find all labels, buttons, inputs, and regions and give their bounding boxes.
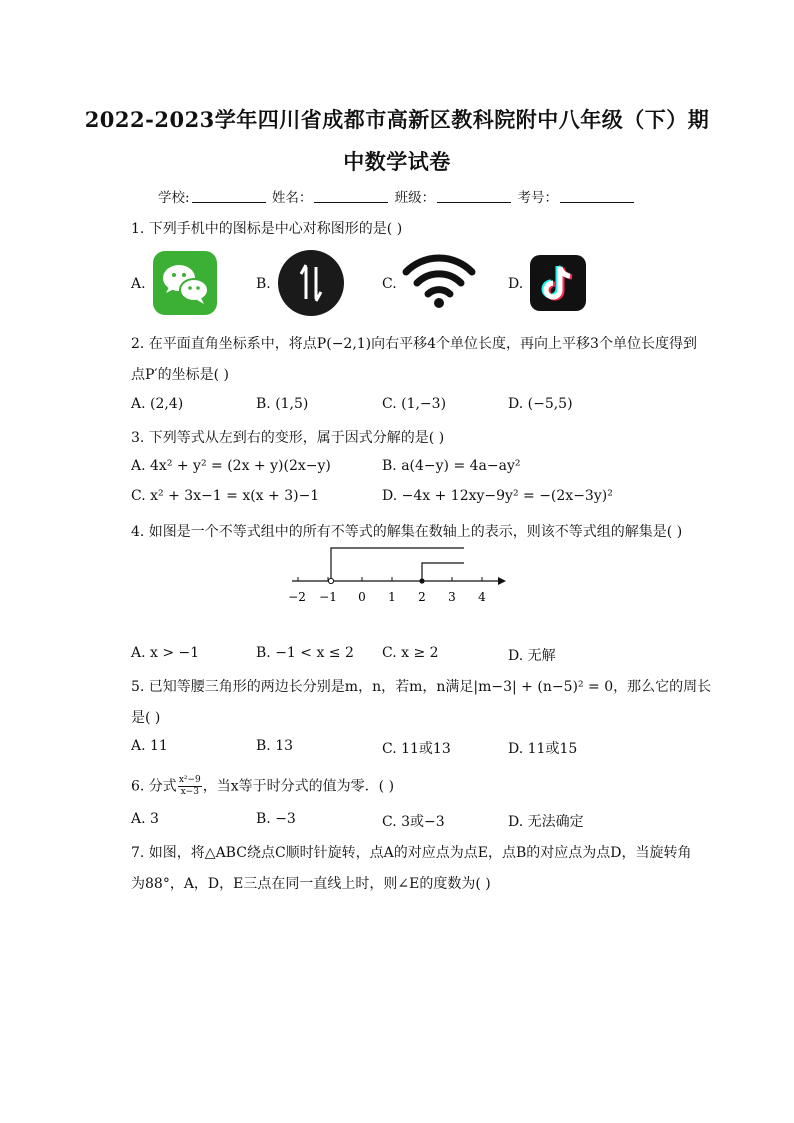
q6-fraction-numerator: x²−9: [178, 775, 201, 785]
q5-option-a[interactable]: A. 11: [131, 738, 168, 754]
wifi-icon: [402, 252, 476, 314]
question-6-stem: [131, 775, 394, 798]
tick-label-4: 4: [478, 590, 486, 604]
q6-fraction-denominator: x−3: [180, 787, 199, 797]
q6-fraction: [178, 775, 202, 798]
number-line-figure: [286, 540, 516, 614]
school-label: 学校:: [158, 190, 190, 206]
number-blank[interactable]: [560, 190, 634, 203]
school-blank[interactable]: [192, 190, 266, 203]
tick-label-neg1: −1: [319, 590, 337, 604]
question-5-stem-line2: 是( ): [131, 710, 161, 726]
q3-option-c[interactable]: C. x² + 3x−1 = x(x + 3)−1: [131, 488, 320, 504]
q1-option-c-label[interactable]: C.: [382, 276, 397, 292]
q6-option-a[interactable]: A. 3: [131, 811, 159, 827]
question-3-stem: 3. 下列等式从左到右的变形，属于因式分解的是( ): [131, 430, 445, 446]
q6-option-c[interactable]: C. 3或−3: [382, 814, 445, 830]
question-7-stem-line1: 7. 如图，将△ABC绕点C顺时针旋转，点A的对应点为点E，点B的对应点为点D，当旋转角: [131, 845, 692, 861]
exam-title-line1: 2022-2023学年四川省成都市高新区教科院附中八年级（下）期: [84, 107, 710, 132]
q3-option-b[interactable]: B. a(4−y) = 4a−ay²: [382, 458, 521, 474]
name-label: 姓名：: [271, 190, 313, 206]
q3-option-a[interactable]: A. 4x² + y² = (2x + y)(2x−y): [131, 458, 331, 474]
tick-label-0: 0: [358, 590, 366, 604]
class-label: 班级：: [394, 190, 436, 206]
question-2-stem-line2: 点P′的坐标是( ): [131, 367, 229, 383]
name-blank[interactable]: [314, 190, 388, 203]
number-label: 考号：: [517, 190, 558, 206]
q1-option-a-label[interactable]: A.: [131, 276, 146, 292]
q2-option-d[interactable]: D. (−5,5): [508, 396, 573, 412]
tick-label-2: 2: [418, 590, 426, 604]
tick-label-1: 1: [388, 590, 396, 604]
q2-option-c[interactable]: C. (1,−3): [382, 396, 447, 412]
question-4-stem: 4. 如图是一个不等式组中的所有不等式的解集在数轴上的表示，则该不等式组的解集是( ): [131, 524, 683, 540]
q6-stem-pre: 6. 分式: [131, 778, 177, 795]
q1-option-d-label[interactable]: D.: [508, 276, 524, 292]
q3-option-d[interactable]: D. −4x + 12xy−9y² = −(2x−3y)²: [382, 488, 613, 504]
q5-option-b[interactable]: B. 13: [256, 738, 294, 754]
updown-arrows-icon: [277, 249, 345, 321]
q4-option-c[interactable]: C. x ≥ 2: [382, 645, 439, 661]
q2-option-a[interactable]: A. (2,4): [131, 396, 184, 412]
tick-label-neg2: −2: [288, 590, 306, 604]
question-5-stem-line1: 5. 已知等腰三角形的两边长分别是m，n，若m，n满足|m−3| + (n−5)² = 0，那么它的周长: [131, 679, 712, 695]
q1-option-b-label[interactable]: B.: [256, 276, 271, 292]
question-7-stem-line2: 为88°，A，D，E三点在同一直线上时，则∠E的度数为( ): [131, 876, 491, 892]
q6-option-d[interactable]: D. 无法确定: [508, 814, 584, 830]
q6-stem-post: ，当x等于时分式的值为零．( ): [202, 778, 395, 795]
q4-option-a[interactable]: A. x > −1: [131, 645, 200, 661]
student-info-row: [0, 186, 794, 206]
tiktok-icon: [530, 255, 586, 315]
q5-option-d[interactable]: D. 11或15: [508, 741, 578, 757]
q4-option-b[interactable]: B. −1 < x ≤ 2: [256, 645, 354, 661]
question-2-stem-line1: 2. 在平面直角坐标系中，将点P(−2,1)向右平移4个单位长度，再向上平移3个单位长度得到: [131, 336, 697, 352]
q5-option-c[interactable]: C. 11或13: [382, 741, 451, 757]
class-blank[interactable]: [437, 190, 511, 203]
question-1-stem: 1. 下列手机中的图标是中心对称图形的是( ): [131, 221, 403, 237]
wechat-icon: [153, 251, 217, 319]
q2-option-b[interactable]: B. (1,5): [256, 396, 309, 412]
tick-label-3: 3: [448, 590, 456, 604]
exam-title-line2: 中数学试卷: [343, 149, 451, 174]
q6-option-b[interactable]: B. −3: [256, 811, 296, 827]
q4-option-d[interactable]: D. 无解: [508, 648, 556, 664]
